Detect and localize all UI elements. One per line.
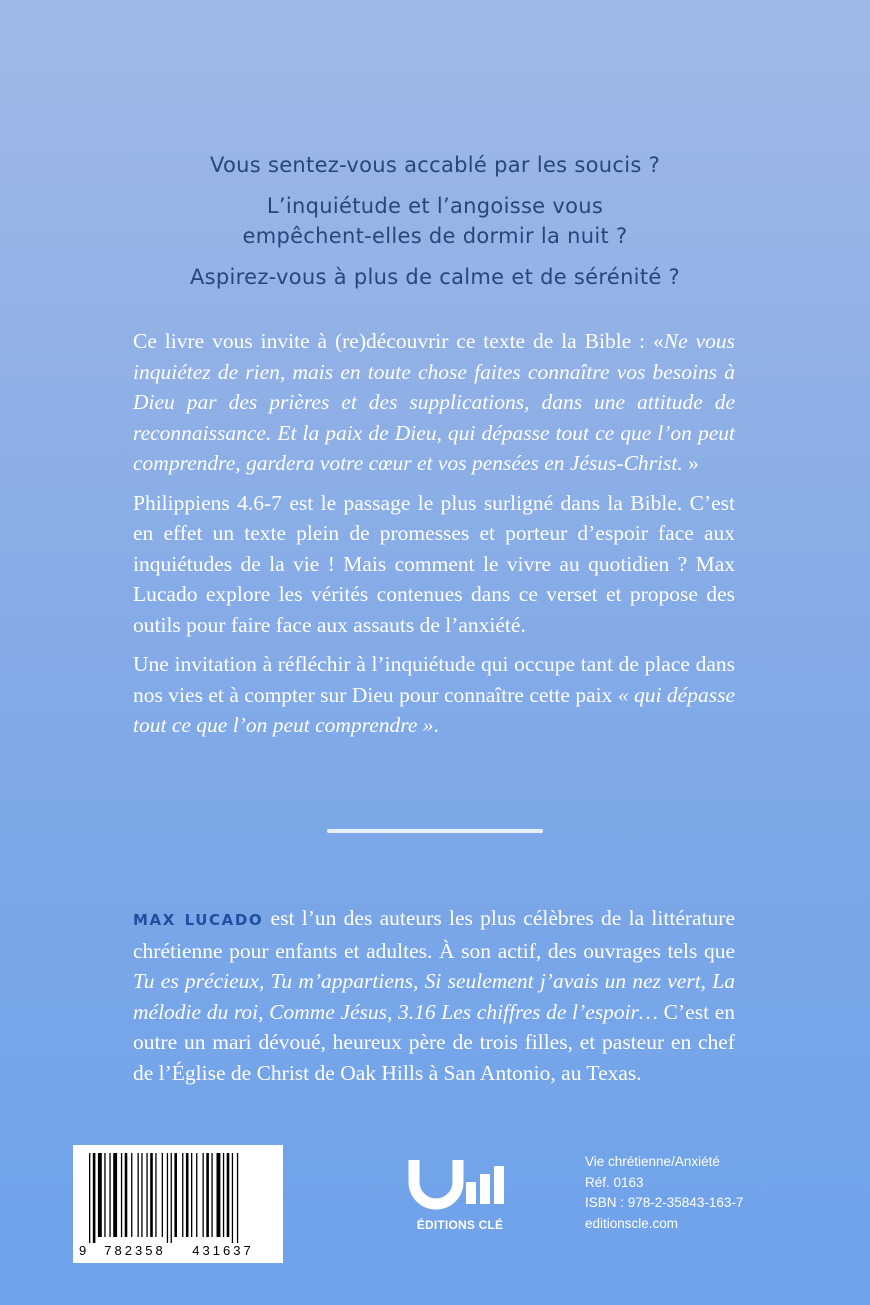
barcode-lead-digit: 9: [79, 1243, 87, 1258]
barcode-bar: [203, 1153, 204, 1237]
blurb-paragraph-2: Philippiens 4.6-7 est le passage le plus surligné dans la Bible. C’est en effet un texte plein de promesses et porteur d’espoir face aux inquiétudes de la vie ! Mais comment le vivre au quotidien ? Max Lucado explore les vérités contenues dans ce verset et propose des outils pour faire face aux assauts de l’anxiété.: [133, 490, 735, 637]
barcode-bar: [113, 1153, 117, 1237]
book-category: Vie chrétienne/Anxiété: [585, 1154, 720, 1169]
question-3: Aspirez-vous à plus de calme et de sérénité ?: [190, 265, 680, 289]
isbn-barcode: [73, 1145, 283, 1263]
barcode-bar: [162, 1153, 163, 1237]
barcode-bar: [171, 1153, 172, 1243]
barcode-bar: [89, 1153, 90, 1243]
bible-quote: Ne vous inquiétez de rien, mais en toute chose faites connaître vos besoins à Dieu par des prières et des supplications, dans une attitude de reconnaissance. Et la paix de Dieu, qui dépasse tout ce que l’on peut comprendre, gardera votre cœur et vos pensées en Jésus-Christ.: [133, 329, 735, 475]
blurb-p3-quote: « qui dépasse tout ce que l’on peut comprendre »: [133, 682, 735, 737]
barcode-bar: [167, 1153, 168, 1243]
barcode-bar: [191, 1153, 192, 1237]
barcode-bar: [125, 1153, 128, 1237]
barcode-bar: [104, 1153, 105, 1237]
book-blurb: [133, 326, 735, 750]
barcode-bar: [93, 1153, 96, 1243]
publisher-logo-text: ÉDITIONS CLÉ: [416, 1218, 504, 1232]
barcode-bar: [206, 1153, 209, 1237]
barcode-bar: [131, 1153, 132, 1237]
barcode-bar: [211, 1153, 212, 1237]
barcode-bar: [141, 1153, 142, 1237]
barcode-bar: [121, 1153, 122, 1237]
question-2b: empêchent-elles de dormir la nuit ?: [242, 224, 628, 248]
barcode-bar: [232, 1153, 233, 1243]
barcode-graphic: [73, 1145, 283, 1263]
barcode-group-2: 431637: [192, 1243, 254, 1258]
barcode-bar: [237, 1153, 238, 1243]
publisher-logo: [400, 1152, 520, 1237]
blurb-paragraph-1: [133, 326, 735, 479]
blurb-p3-close: .: [433, 713, 439, 737]
question-2a: L’inquiétude et l’angoisse vous: [266, 194, 604, 218]
barcode-bar: [174, 1153, 177, 1237]
barcode-bar: [223, 1153, 224, 1237]
barcode-bar: [138, 1153, 139, 1237]
publisher-logo-mark: [400, 1152, 520, 1218]
blurb-paragraph-3: [133, 649, 735, 741]
author-name: MAX LUCADO: [133, 911, 264, 929]
barcode-bar: [217, 1153, 221, 1237]
barcode-bar: [150, 1153, 153, 1237]
barcode-bar: [155, 1153, 156, 1237]
question-1: Vous sentez-vous accablé par les soucis ?: [209, 153, 661, 177]
blurb-p3-intro: Une invitation à réfléchir à l’inquiétude qui occupe tant de place dans nos vies et à compter sur Dieu pour connaître cette paix: [133, 652, 735, 707]
publisher-website[interactable]: editionscle.com: [585, 1215, 679, 1231]
barcode-bar: [196, 1153, 197, 1237]
barcode-bars: [89, 1153, 238, 1243]
barcode-bar: [146, 1153, 147, 1237]
bio-titles: Tu es précieux, Tu m’appartiens, Si seulement j’avais un nez vert, La mélodie du roi, Comme Jésus, 3.16 Les chiffres de l’espoir…: [133, 969, 735, 1024]
barcode-bar: [182, 1153, 183, 1237]
barcode-bar: [186, 1153, 189, 1237]
barcode-group-1: 782358: [104, 1243, 166, 1258]
section-divider: [327, 829, 543, 833]
barcode-bar: [98, 1153, 102, 1237]
bio-intro: est l’un des auteurs les plus célèbres de la littérature chrétienne pour enfants et adultes. À son actif, des ouvrages tels que: [133, 906, 735, 963]
author-bio: [133, 903, 735, 1088]
teaser-questions: [120, 150, 750, 303]
barcode-bar: [109, 1153, 110, 1237]
quote-close: »: [682, 451, 699, 475]
publication-info: [585, 1152, 815, 1234]
blurb-intro: Ce livre vous invite à (re)découvrir ce texte de la Bible : «: [133, 329, 664, 353]
barcode-bar: [227, 1153, 230, 1237]
bio-rest: C’est en outre un mari dévoué, heureux père de trois filles, et pasteur en chef de l’Église de Christ de Oak Hills à San Antonio, au Texas.: [133, 999, 735, 1085]
isbn-number: ISBN : 978-2-35843-163-7: [585, 1195, 744, 1210]
reference-number: Réf. 0163: [585, 1174, 644, 1190]
